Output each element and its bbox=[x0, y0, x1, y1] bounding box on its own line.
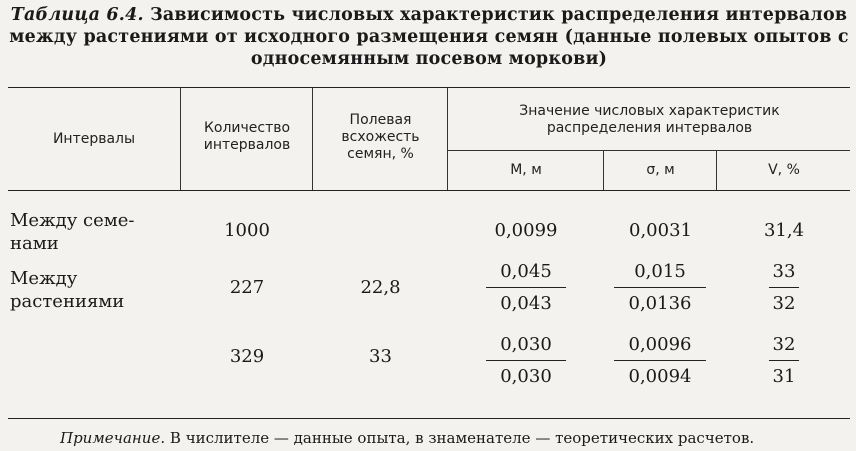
row-2-sigma-denominator: 0,0136 bbox=[628, 293, 692, 314]
header-intervals: Интервалы bbox=[52, 131, 136, 147]
caption-title-1: Зависимость числовых характеристик распределения интервалов bbox=[150, 5, 848, 25]
row-2-label-line-2: растениями bbox=[10, 291, 125, 312]
row-1-sigma: 0,0031 bbox=[629, 220, 692, 241]
note-label: Примечание. bbox=[60, 429, 166, 447]
header-group-line-1: Значение числовых характеристик bbox=[519, 103, 780, 119]
row-1-label bbox=[10, 209, 135, 255]
header-sigma: σ, м bbox=[646, 162, 675, 178]
row-2-count: 227 bbox=[229, 277, 265, 298]
header-v: V, % bbox=[768, 162, 800, 178]
row-2-sigma-fraction bbox=[614, 260, 706, 316]
row-2-v-numerator: 33 bbox=[769, 260, 799, 288]
col-divider-5 bbox=[716, 150, 717, 190]
row-3-germination: 33 bbox=[369, 346, 392, 367]
header-count-line-1: Количество bbox=[203, 120, 291, 136]
header-group bbox=[449, 103, 850, 137]
row-1-v: 31,4 bbox=[763, 220, 805, 241]
header-germ-line-3: семян, % bbox=[347, 146, 414, 162]
row-3-sigma-numerator: 0,0096 bbox=[614, 333, 706, 361]
header-group-line-2: распределения интервалов bbox=[546, 120, 753, 136]
caption-title-3: односемянным посевом моркови) bbox=[250, 49, 608, 69]
row-2-v-denominator: 32 bbox=[772, 293, 796, 314]
row-1-m: 0,0099 bbox=[494, 220, 558, 241]
row-3-v-numerator: 32 bbox=[769, 333, 799, 361]
col-divider-3 bbox=[447, 88, 448, 190]
header-germ-line-2: всхожесть bbox=[341, 129, 420, 145]
row-3-v-denominator: 31 bbox=[772, 366, 796, 387]
row-1-count: 1000 bbox=[224, 220, 270, 241]
row-2-label-line-1: Между bbox=[10, 268, 78, 289]
row-3-count: 329 bbox=[229, 346, 265, 367]
row-3-m-numerator: 0,030 bbox=[486, 333, 566, 361]
row-1-label-line-1: Между семе- bbox=[10, 210, 135, 231]
row-3-m-fraction bbox=[486, 333, 566, 389]
note-text: В числителе — данные опыта, в знаменателе — теоретических расчетов. bbox=[169, 429, 755, 447]
row-2-m-numerator: 0,045 bbox=[486, 260, 566, 288]
row-2-m-denominator: 0,043 bbox=[500, 293, 552, 314]
caption-title-2: между растениями от исходного размещения семян (данные полевых опытов с bbox=[9, 27, 849, 47]
row-3-v-fraction bbox=[769, 333, 799, 389]
table-caption bbox=[8, 4, 850, 70]
col-divider-1 bbox=[180, 88, 181, 190]
header-count bbox=[182, 120, 312, 154]
col-divider-4 bbox=[603, 150, 604, 190]
row-2-m-fraction bbox=[486, 260, 566, 316]
row-2-label bbox=[10, 267, 124, 313]
row-2-sigma-numerator: 0,015 bbox=[614, 260, 706, 288]
table-bottom-rule bbox=[8, 418, 850, 419]
row-1-label-line-2: нами bbox=[10, 233, 59, 254]
caption-line-1 bbox=[8, 4, 850, 26]
header-m: M, м bbox=[510, 162, 542, 178]
row-2-v-fraction bbox=[769, 260, 799, 316]
group-header-rule bbox=[447, 150, 850, 151]
header-bottom-rule bbox=[8, 190, 850, 191]
header-germ-line-1: Полевая bbox=[349, 112, 412, 128]
table-note bbox=[60, 428, 850, 448]
row-3-sigma-fraction bbox=[614, 333, 706, 389]
header-germination bbox=[314, 112, 447, 163]
caption-label: Таблица 6.4. bbox=[10, 5, 144, 25]
row-3-sigma-denominator: 0,0094 bbox=[628, 366, 692, 387]
row-3-m-denominator: 0,030 bbox=[500, 366, 552, 387]
col-divider-2 bbox=[312, 88, 313, 190]
row-2-germination: 22,8 bbox=[360, 277, 401, 298]
header-count-line-2: интервалов bbox=[203, 137, 291, 153]
table-top-rule bbox=[8, 87, 850, 88]
